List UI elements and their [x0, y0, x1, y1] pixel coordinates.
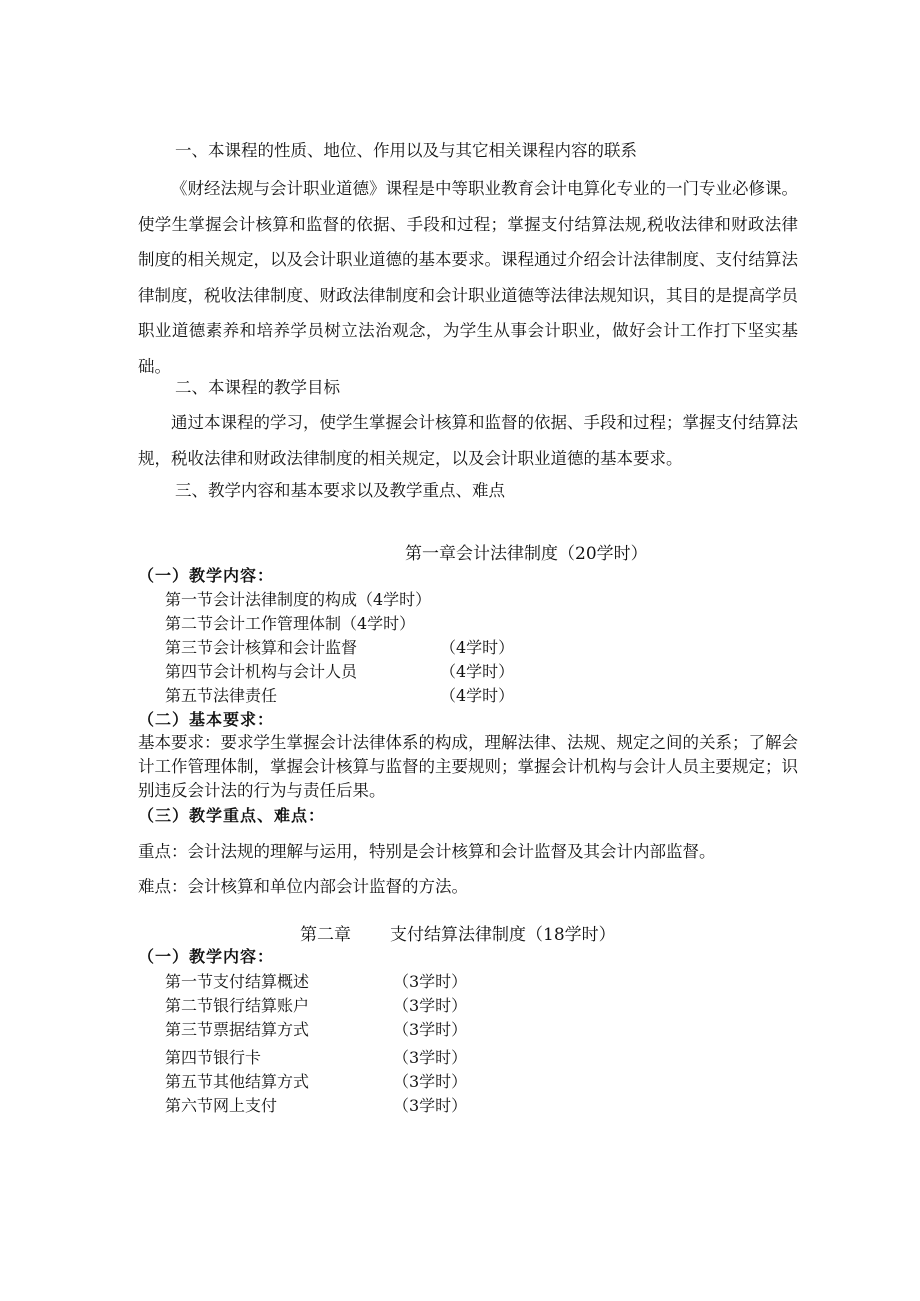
paragraph-teaching-goals: 通过本课程的学习，使学生掌握会计核算和监督的依据、手段和过程；掌握支付结算法规，税收法律和财政法律制度的相关规定，以及会计职业道德的基本要求。 — [138, 413, 798, 468]
chapter-2-title: 支付结算法律制度（18学时） — [390, 925, 616, 945]
chapter-2-section-6: 第六节网上支付 — [165, 1096, 278, 1115]
chapter-2-number: 第二章 — [300, 925, 351, 945]
paragraph-course-nature: 《财经法规与会计职业道德》课程是中等职业教育会计电算化专业的一门专业必修课。使学生掌握会计核算和监督的依据、手段和过程；掌握支付结算法规,税收法律和财政法律制度的相关规定，以及会计职业道德的基本要求。课程通过介绍会计法律制度、支付结算法律制度，税收法律制度、财政法律制度和会计职业道德等法律法规知识，其目的是提高学员职业道德素养和培养学员树立法治观念，为学生从事会计职业，做好会计工作打下坚实基础。 — [138, 179, 798, 376]
section-heading-1: 一、本课程的性质、地位、作用以及与其它相关课程内容的联系 — [175, 141, 637, 160]
section-heading-2: 二、本课程的教学目标 — [175, 378, 340, 397]
chapter-2-section-6-hours: （3学时） — [393, 1096, 468, 1115]
chapter-1-section-5: 第五节法律责任 — [165, 686, 278, 705]
chapter-2-section-2-hours: （3学时） — [393, 996, 468, 1015]
chapter-2-section-5-hours: （3学时） — [393, 1072, 468, 1091]
chapter-1-title: 第一章会计法律制度（20学时） — [405, 544, 648, 564]
chapter-2-section-4: 第四节银行卡 — [165, 1048, 262, 1067]
chapter-1-key-points-heading: （三）教学重点、难点： — [138, 806, 326, 825]
chapter-2-section-4-hours: （3学时） — [393, 1048, 468, 1067]
chapter-1-content-heading: （一）教学内容： — [138, 566, 275, 585]
chapter-1-section-3-hours: （4学时） — [440, 638, 515, 657]
chapter-2-section-2: 第二节银行结算账户 — [165, 996, 310, 1015]
chapter-2-section-1: 第一节支付结算概述 — [165, 972, 310, 991]
chapter-2-section-5: 第五节其他结算方式 — [165, 1072, 310, 1091]
chapter-1-section-4-hours: （4学时） — [440, 662, 515, 681]
chapter-2-content-heading: （一）教学内容： — [138, 947, 275, 966]
section-heading-3: 三、教学内容和基本要求以及教学重点、难点 — [175, 481, 505, 500]
chapter-2-section-3-hours: （3学时） — [393, 1020, 468, 1039]
chapter-1-requirements-heading: （二）基本要求： — [138, 710, 275, 729]
chapter-1-difficult-point: 难点：会计核算和单位内部会计监督的方法。 — [138, 877, 468, 896]
chapter-1-section-4: 第四节会计机构与会计人员 — [165, 662, 358, 681]
chapter-1-requirements-text: 基本要求：要求学生掌握会计法律体系的构成，理解法律、法规、规定之间的关系；了解会计工作管理体制，掌握会计核算与监督的主要规则；掌握会计机构与会计人员主要规定；识别违反会计法的行为与责任后果。 — [138, 733, 798, 800]
chapter-1-key-point: 重点：会计法规的理解与运用，特别是会计核算和会计监督及其会计内部监督。 — [138, 842, 716, 861]
chapter-1-section-3: 第三节会计核算和会计监督 — [165, 638, 358, 657]
chapter-1-section-5-hours: （4学时） — [440, 686, 515, 705]
chapter-2-section-1-hours: （3学时） — [393, 972, 468, 991]
chapter-2-section-3: 第三节票据结算方式 — [165, 1020, 310, 1039]
chapter-1-section-1: 第一节会计法律制度的构成（4学时） — [165, 590, 432, 609]
chapter-1-section-2: 第二节会计工作管理体制（4学时） — [165, 614, 416, 633]
